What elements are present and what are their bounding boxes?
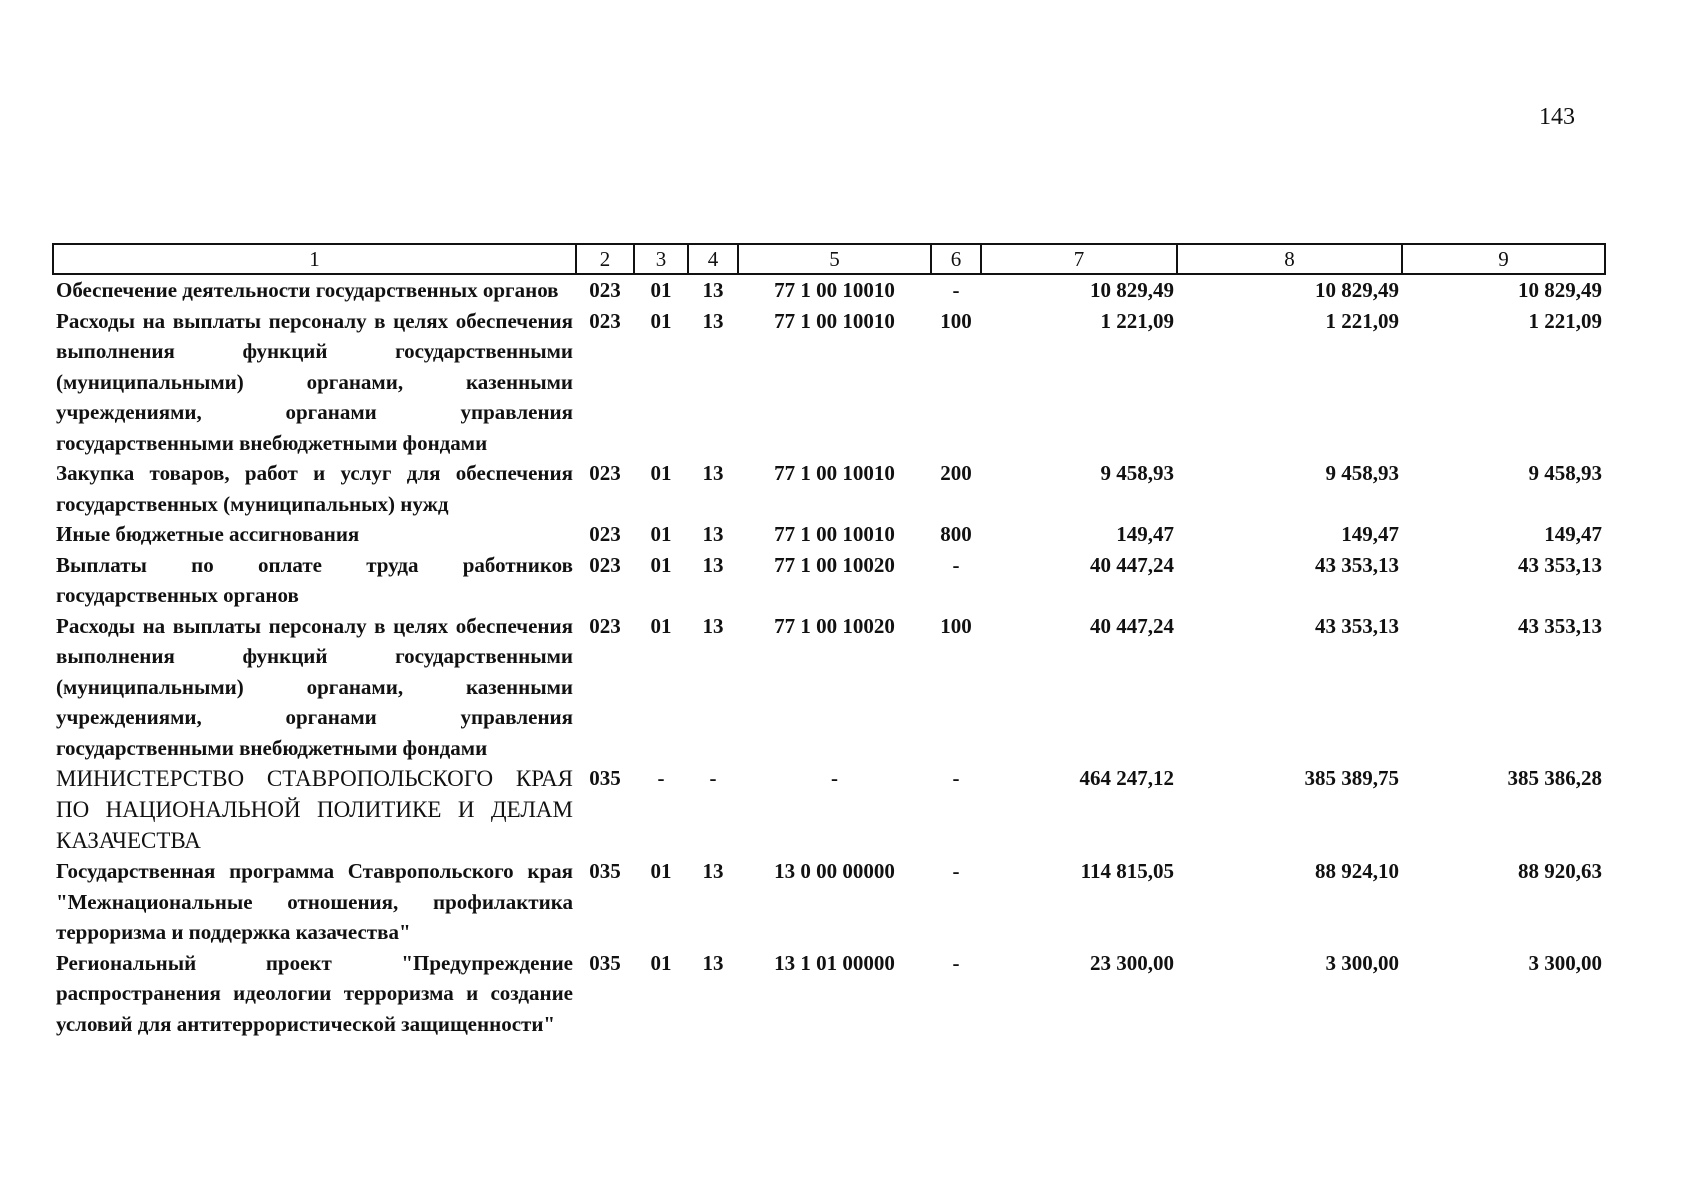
amount-col-8: 88 924,10 xyxy=(1315,859,1399,883)
subsection-code: - xyxy=(709,766,717,790)
header-row xyxy=(53,244,1605,274)
section-code: 01 xyxy=(650,461,672,485)
ministry-code: 023 xyxy=(589,613,621,638)
row-name: Расходы на выплаты персоналу в целях обеспечения выполнения функций государственными (муниципальными) органами, казенными учреждениями, органами управления государственными внебюджетными фондами xyxy=(56,308,573,455)
ministry-code: 023 xyxy=(589,461,621,485)
amount-col-9: 1 221,09 xyxy=(1528,308,1602,333)
ministry-code: 023 xyxy=(589,278,621,302)
subsection-code: 13 xyxy=(702,461,724,485)
section-code: 01 xyxy=(650,950,672,975)
column-header-2: 2 xyxy=(576,244,634,274)
target-article-code: 77 1 00 10010 xyxy=(774,308,895,333)
target-article-code: 77 1 00 10010 xyxy=(774,461,895,485)
amount-col-8: 149,47 xyxy=(1341,522,1399,546)
expense-type-code: 100 xyxy=(940,613,972,638)
table-row xyxy=(53,306,1605,459)
amount-col-7: 1 221,09 xyxy=(1100,308,1174,333)
ministry-code: 035 xyxy=(589,859,621,883)
expense-type-code: 800 xyxy=(940,522,972,546)
column-header-3: 3 xyxy=(634,244,688,274)
amount-col-8: 385 389,75 xyxy=(1304,766,1399,790)
amount-col-7: 9 458,93 xyxy=(1100,461,1174,485)
amount-col-7: 114 815,05 xyxy=(1080,859,1174,883)
amount-col-7: 10 829,49 xyxy=(1090,278,1174,302)
amount-col-9: 10 829,49 xyxy=(1518,278,1602,302)
subsection-code: 13 xyxy=(702,613,724,638)
amount-col-7: 40 447,24 xyxy=(1090,552,1174,577)
table-row xyxy=(53,948,1605,1040)
column-header-9: 9 xyxy=(1402,244,1605,274)
target-article-code: 77 1 00 10010 xyxy=(774,522,895,546)
amount-col-7: 464 247,12 xyxy=(1079,766,1174,790)
section-code: 01 xyxy=(650,613,672,638)
target-article-code: 77 1 00 10010 xyxy=(774,278,895,302)
expense-type-code: - xyxy=(952,950,960,975)
amount-col-9: 88 920,63 xyxy=(1518,859,1602,883)
row-name: Обеспечение деятельности государственных органов xyxy=(56,278,559,302)
row-name: Региональный проект "Предупреждение распространения идеологии терроризма и создание условий для антитеррористической защищенности" xyxy=(56,950,573,1036)
table-row xyxy=(53,519,1605,550)
table-row xyxy=(53,550,1605,611)
expense-type-code: - xyxy=(952,766,960,790)
subsection-code: 13 xyxy=(702,552,724,577)
table-row xyxy=(53,611,1605,764)
section-code: 01 xyxy=(650,859,672,883)
row-name: Расходы на выплаты персоналу в целях обеспечения выполнения функций государственными (муниципальными) органами, казенными учреждениями, органами управления государственными внебюджетными фондами xyxy=(56,613,573,760)
amount-col-8: 10 829,49 xyxy=(1315,278,1399,302)
row-name: Иные бюджетные ассигнования xyxy=(56,522,360,546)
table-row xyxy=(53,274,1605,306)
amount-col-8: 1 221,09 xyxy=(1325,308,1399,333)
ministry-code: 035 xyxy=(589,950,621,975)
target-article-code: 77 1 00 10020 xyxy=(774,552,895,577)
table-row xyxy=(53,763,1605,856)
section-code: 01 xyxy=(650,308,672,333)
amount-col-9: 9 458,93 xyxy=(1528,461,1602,485)
column-header-5: 5 xyxy=(738,244,931,274)
amount-col-8: 43 353,13 xyxy=(1315,552,1399,577)
column-header-6: 6 xyxy=(931,244,981,274)
amount-col-9: 43 353,13 xyxy=(1518,552,1602,577)
page-number: 143 xyxy=(1539,104,1575,130)
amount-col-9: 43 353,13 xyxy=(1518,613,1602,638)
budget-table xyxy=(52,243,1606,1039)
target-article-code: 13 1 01 00000 xyxy=(774,950,895,975)
amount-col-8: 9 458,93 xyxy=(1325,461,1399,485)
section-code: 01 xyxy=(650,522,672,546)
amount-col-8: 43 353,13 xyxy=(1315,613,1399,638)
table-row xyxy=(53,856,1605,948)
subsection-code: 13 xyxy=(702,308,724,333)
subsection-code: 13 xyxy=(702,522,724,546)
target-article-code: 77 1 00 10020 xyxy=(774,613,895,638)
ministry-code: 035 xyxy=(589,766,621,790)
row-name: Закупка товаров, работ и услуг для обеспечения государственных (муниципальных) нужд xyxy=(56,461,573,516)
table-body xyxy=(53,274,1605,1039)
row-name: Выплаты по оплате труда работников государственных органов xyxy=(56,552,573,607)
ministry-code: 023 xyxy=(589,552,621,577)
row-name: МИНИСТЕРСТВО СТАВРОПОЛЬСКОГО КРАЯ ПО НАЦИОНАЛЬНОЙ ПОЛИТИКЕ И ДЕЛАМ КАЗАЧЕСТВА xyxy=(56,766,573,853)
subsection-code: 13 xyxy=(702,950,724,975)
amount-col-8: 3 300,00 xyxy=(1325,950,1399,975)
column-header-8: 8 xyxy=(1177,244,1402,274)
section-code: - xyxy=(657,766,665,790)
expense-type-code: 200 xyxy=(940,461,972,485)
amount-col-9: 385 386,28 xyxy=(1507,766,1602,790)
amount-col-9: 149,47 xyxy=(1544,522,1602,546)
expense-type-code: - xyxy=(952,552,960,577)
amount-col-7: 23 300,00 xyxy=(1090,950,1174,975)
column-header-4: 4 xyxy=(688,244,738,274)
target-article-code: 13 0 00 00000 xyxy=(774,859,895,883)
subsection-code: 13 xyxy=(702,278,724,302)
ministry-code: 023 xyxy=(589,522,621,546)
expense-type-code: 100 xyxy=(940,308,972,333)
table-header xyxy=(53,244,1605,274)
section-code: 01 xyxy=(650,278,672,302)
table-row xyxy=(53,458,1605,519)
column-header-1: 1 xyxy=(53,244,576,274)
subsection-code: 13 xyxy=(702,859,724,883)
column-header-7: 7 xyxy=(981,244,1177,274)
expense-type-code: - xyxy=(952,278,960,302)
target-article-code: - xyxy=(831,766,838,790)
row-name: Государственная программа Ставропольского края "Межнациональные отношения, профилактика терроризма и поддержка казачества" xyxy=(56,859,573,944)
amount-col-7: 149,47 xyxy=(1116,522,1174,546)
amount-col-7: 40 447,24 xyxy=(1090,613,1174,638)
ministry-code: 023 xyxy=(589,308,621,333)
section-code: 01 xyxy=(650,552,672,577)
expense-type-code: - xyxy=(952,859,960,883)
amount-col-9: 3 300,00 xyxy=(1528,950,1602,975)
